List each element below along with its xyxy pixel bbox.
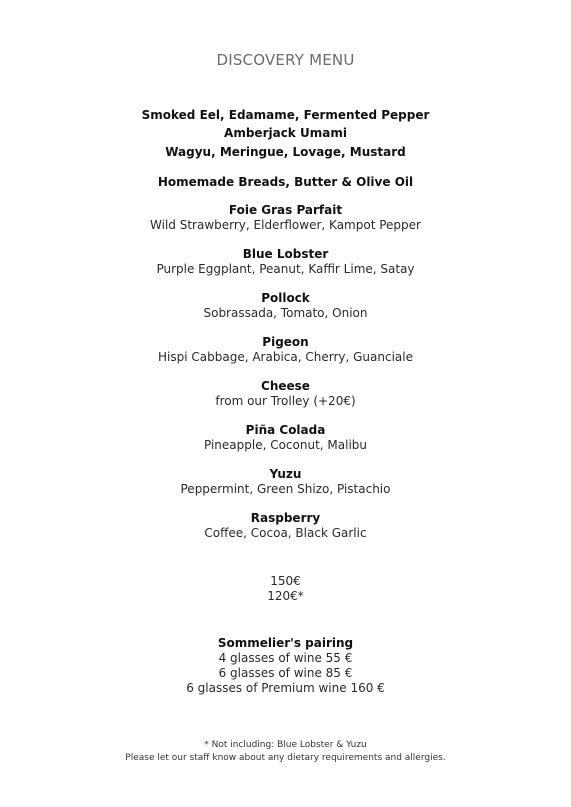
course-name: Blue Lobster: [242, 247, 329, 261]
snack-item: Wagyu, Meringue, Lovage, Mustard: [165, 145, 406, 159]
course-description: Purple Eggplant, Peanut, Kaffir Lime, Satay: [156, 262, 415, 276]
menu-price: 150€: [270, 574, 301, 588]
course-description: from our Trolley (+20€): [215, 394, 356, 408]
bread-item: Homemade Breads, Butter & Olive Oil: [157, 175, 414, 189]
course-name: Pigeon: [262, 335, 309, 349]
course-name: Foie Gras Parfait: [228, 203, 343, 217]
pairing-heading: Sommelier's pairing: [217, 636, 354, 650]
course-description: Sobrassada, Tomato, Onion: [203, 306, 368, 320]
course-description: Coffee, Cocoa, Black Garlic: [204, 526, 367, 540]
allergy-notice: Please let our staff know about any dietary requirements and allergies.: [125, 753, 446, 763]
menu-price-reduced: 120€*: [267, 589, 304, 603]
course-name: Raspberry: [250, 511, 321, 525]
course-name: Cheese: [261, 379, 310, 393]
footnote: * Not including: Blue Lobster & Yuzu: [204, 740, 367, 750]
snack-item: Amberjack Umami: [224, 126, 347, 140]
course-description: Pineapple, Coconut, Malibu: [203, 438, 368, 452]
pairing-option: 6 glasses of Premium wine 160 €: [186, 681, 385, 695]
course-name: Yuzu: [269, 467, 302, 481]
course-name: Piña Colada: [245, 423, 326, 437]
course-description: Peppermint, Green Shizo, Pistachio: [180, 482, 391, 496]
course-description: Wild Strawberry, Elderflower, Kampot Pepper: [150, 218, 421, 232]
pairing-option: 6 glasses of wine 85 €: [218, 666, 353, 680]
course-name: Pollock: [261, 291, 310, 305]
course-description: Hispi Cabbage, Arabica, Cherry, Guanciale: [158, 350, 413, 364]
snack-item: Smoked Eel, Edamame, Fermented Pepper: [141, 108, 430, 122]
menu-title: DISCOVERY MENU: [216, 51, 355, 69]
pairing-option: 4 glasses of wine 55 €: [218, 651, 353, 665]
